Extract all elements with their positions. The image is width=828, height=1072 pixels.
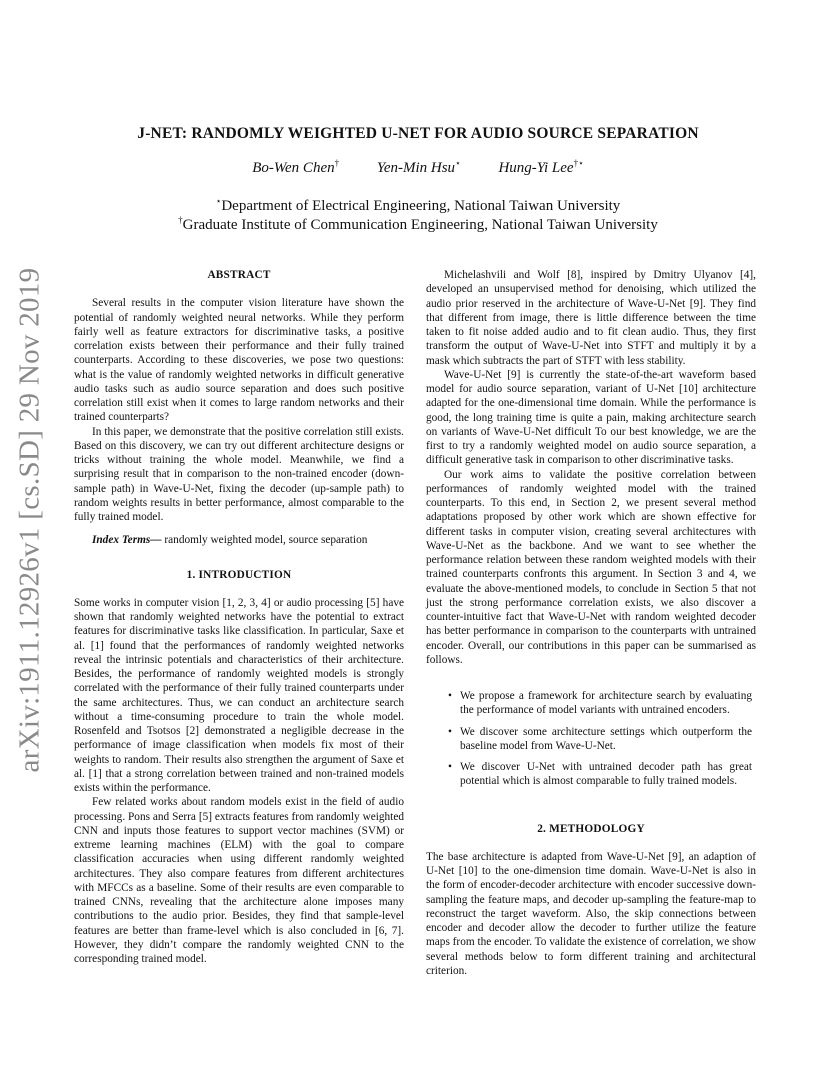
- author-1-name: Bo-Wen Chen: [252, 160, 335, 176]
- author-1: [252, 160, 339, 177]
- author-2-mark: ⋆: [455, 158, 461, 168]
- affiliation-2: [74, 217, 762, 234]
- bullet-icon: •: [448, 690, 452, 702]
- abstract-heading: ABSTRACT: [207, 269, 271, 281]
- index-terms-text: randomly weighted model, source separation: [161, 534, 368, 547]
- abstract-paragraph-1: Several results in the computer vision literature have shown the potential of randomly weighted neural networks. While they perform fairly well as feature extractors for discriminative tasks, a positive correlation exists between their performance and their fully trained counterparts. According to these discoveries, we pose two questions: what is the value of randomly weighted networks in difficult generative audio tasks such as audio source separation and does such positive correlation still exist when it comes to large random networks and their trained counterparts?: [74, 297, 404, 424]
- contributions-list: [426, 689, 756, 789]
- abstract-paragraph-2: In this paper, we demonstrate that the positive correlation still exists. Based on this discovery, we can try out different architecture designs or tricks without training the whole model. Meanwhile, we find a surprising result that in comparison to the non-trained encoder (down-sample path) in Wave-U-Net, fixing the decoder (up-sample path) to random weights results in better performance, almost comparable to the fully trained model.: [74, 425, 404, 523]
- left-column: [74, 268, 404, 966]
- intro-paragraph-3: Michelashvili and Wolf [8], inspired by Dmitry Ulyanov [4], developed an unsupervised method for denoising, which utilized the audio prior reserved in the architecture of Wave-U-Net [9]. They find that different from image, there is little difference between the time taken to fit noise added audio and to fit clean audio. Thus, they first transform the output of Wave-U-Net into STFT and multiply it by a mask which subtracts the part of STFT with less stability.: [426, 269, 756, 367]
- right-column: [426, 268, 756, 978]
- author-3-name: Hung-Yi Lee: [498, 160, 574, 176]
- list-item: [426, 725, 756, 754]
- list-item: [426, 760, 756, 789]
- author-3-mark: †⋆: [573, 158, 584, 168]
- intro-paragraph-4: Wave-U-Net [9] is currently the state-of-the-art waveform based model for audio source separation, variant of U-Net [10] architecture adapted for the one-dimensional time domain. While the performance is good, the long training time is quite a pain, making architecture search on variants of Wave-U-Net difficult To our best knowledge, we are the first to try a randomly weighted model on audio source separation, a difficult generative task in comparison to other discriminative tasks.: [426, 368, 756, 467]
- intro-paragraph-2: Few related works about random models exist in the field of audio processing. Pons and Serra [5] extracts features from randomly weighted CNN and inputs those features to support vector machines (SVM) or extreme learning machines (ELM) with the goal to compare classification accuracies when using different randomly weighted architectures. They also compare features from different architectures with MFCCs as a baseline. Some of their results are even comparable to trained CNNs, revealing that the architecture alone imposes many contributions to the audio prior. Besides, they find that sample-level features are better than frame-level which is also concluded in [6, 7]. However, they didn’t compare the randomly weighted CNN to the corresponding trained model.: [74, 796, 404, 965]
- affiliation-1-mark: ⋆: [215, 196, 222, 206]
- intro-paragraph-5: Our work aims to validate the positive correlation between performances of randomly weighted model with the trained counterparts. To this end, in Section 2, we present several method adaptations proposed by other work which are shown effective for different tasks in computer vision, creating several architectures with Wave-U-Net as the backbone. And we want to see whether the performance relation between these random weighted models with their trained counterparts confronts this argument. In Section 3 and 4, we evaluate the above-mentioned models, to conclude in Section 5 that not just the strong performance correlation exists, we also discover a counter-intuitive fact that Wave-U-Net with random weighted decoder has better performance in comparison to the counterparts with untrained encoder. Overall, our contributions in this paper can be summarised as follows.: [426, 468, 756, 666]
- affiliation-2-text: Graduate Institute of Communication Engineering, National Taiwan University: [182, 217, 658, 233]
- author-2: [377, 160, 461, 177]
- list-item: [426, 689, 756, 718]
- affiliation-1-text: Department of Electrical Engineering, National Taiwan University: [221, 198, 621, 214]
- contribution-3: We discover U-Net with untrained decoder path has great potential which is almost comparable to fully trained models.: [460, 761, 752, 788]
- affiliation-1: [74, 198, 762, 215]
- paper-title: J-NET: RANDOMLY WEIGHTED U-NET FOR AUDIO SOURCE SEPARATION: [137, 125, 699, 142]
- methodology-heading: 2. METHODOLOGY: [537, 822, 645, 835]
- index-terms-label: Index Terms—: [92, 534, 162, 547]
- affiliation-2-mark: †: [178, 215, 183, 225]
- index-terms: [74, 533, 404, 547]
- bullet-icon: •: [448, 725, 452, 738]
- methodology-paragraph-1: The base architecture is adapted from Wave-U-Net [9], an adaption of U-Net [10] to the one-dimension time domain. Wave-U-Net is also in the form of encoder-decoder architecture with encoder successive down-sampling the feature maps, and decoder up-sampling the feature-map to reconstruct the target waveform. Also, the skip connections between encoder and decoder allow the decoder to further utilize the feature maps from the encoder. To validate the existence of correlation, we show several methods below to form different training and architectural criterion.: [426, 850, 756, 977]
- author-1-mark: †: [334, 158, 340, 168]
- contribution-2: We discover some architecture settings which outperform the baseline model from Wave-U-Net.: [460, 725, 752, 752]
- introduction-heading: 1. INTRODUCTION: [186, 568, 292, 581]
- arxiv-identifier-stamp: [0, 267, 60, 773]
- bullet-icon: •: [448, 761, 452, 773]
- author-3: [498, 160, 583, 177]
- author-2-name: Yen-Min Hsu: [376, 160, 456, 176]
- contribution-1: We propose a framework for architecture search by evaluating the performance of model variants with untrained encoders.: [460, 690, 752, 717]
- arxiv-id-text: arXiv:1911.12926v1 [cs.SD] 29 Nov 2019: [13, 267, 46, 773]
- author-list: [74, 160, 762, 177]
- intro-paragraph-1: Some works in computer vision [1, 2, 3, 4] or audio processing [5] have shown that randomly weighted networks have the potential to extract features for discriminative tasks like classification. In particular, Saxe et al. [1] found that the performances of randomly weighted networks reveal the intrinsic potentials and characteristics of their architecture. Besides, the performance of randomly weighted models is strongly correlated with the performance of their fully trained counterparts under the same architectures. Thus, we can conduct an architecture search without a time-consuming procedure to train the whole model. Rosenfeld and Tsotsos [2] demonstrated a negligible decrease in the performance of image classification when models fix most of their weights to random. Their results also strengthen the argument of Saxe et al. [1] that a strong correlation between trained and non-trained models exists within the performance.: [74, 596, 404, 794]
